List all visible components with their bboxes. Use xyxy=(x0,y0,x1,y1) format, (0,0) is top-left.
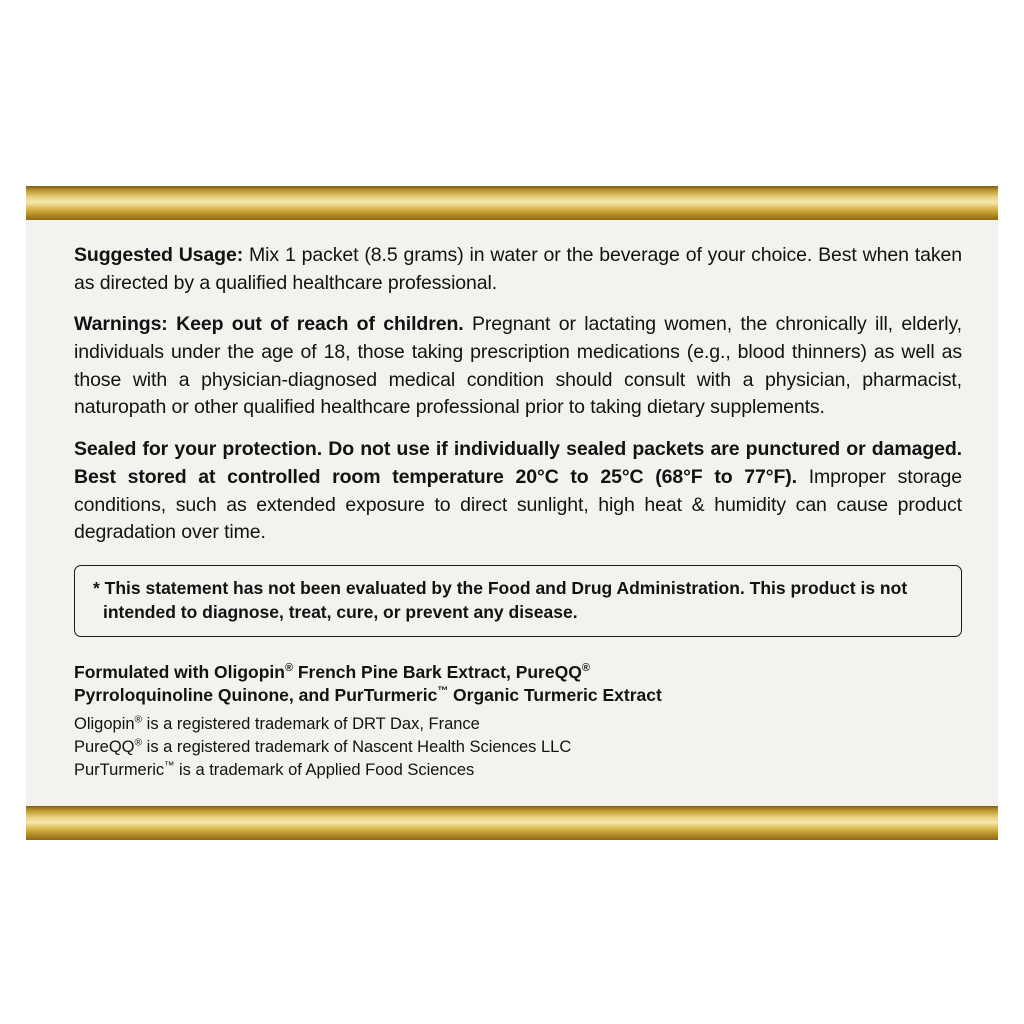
registered-icon: ® xyxy=(134,714,143,726)
formulated-line-2-text-cont: Organic Turmeric Extract xyxy=(448,685,662,706)
formulated-line-1-text-cont: French Pine Bark Extract, PureQQ xyxy=(292,662,582,683)
sealed-bold-lead: Sealed for your protection. Do not use if individually sealed packets are punctured or damaged. Best stored at controlled room temperature 20°C to 25°C (68°F to 77°F). xyxy=(74,438,962,488)
trademark-icon: ™ xyxy=(164,760,175,772)
oligopin-name: Oligopin xyxy=(74,715,135,734)
product-back-panel xyxy=(26,186,998,840)
formulated-line-1-text: Formulated with Oligopin xyxy=(74,662,285,683)
gold-band-top xyxy=(26,186,998,220)
purturmeric-name: PurTurmeric xyxy=(74,760,165,779)
oligopin-trademark-line xyxy=(74,713,962,736)
suggested-usage-paragraph xyxy=(74,242,962,297)
warnings-body: Pregnant or lactating women, the chronically ill, elderly, individuals under the age of 18, those taking prescription medications (e.g., blood thinners) as well as those with a physician-diagnosed medical condition should consult with a physician, pharmacist, naturopath or other qualified healthcare professional prior to taking dietary supplements. xyxy=(74,313,962,419)
suggested-usage-body: Mix 1 packet (8.5 grams) in water or the beverage of your choice. Best when taken as directed by a qualified healthcare professional. xyxy=(74,244,962,294)
trademark-block xyxy=(74,661,962,781)
registered-icon: ® xyxy=(134,737,143,749)
formulated-with-line-2 xyxy=(74,684,962,707)
panel-paper-area xyxy=(26,220,998,806)
sealed-body: Improper storage conditions, such as extended exposure to direct sunlight, high heat & humidity can cause product degradation over time. xyxy=(74,465,962,544)
gold-band-bottom xyxy=(26,806,998,840)
trademark-icon: ™ xyxy=(437,685,449,698)
panel-text-content xyxy=(74,242,962,782)
fda-disclaimer-text: * This statement has not been evaluated by the Food and Drug Administration. This product is not intended to diagnose, treat, cure, or prevent any disease. xyxy=(93,577,908,622)
warnings-bold-lead: Keep out of reach of children. xyxy=(167,313,464,336)
warnings-paragraph xyxy=(74,311,962,422)
suggested-usage-label: Suggested Usage: xyxy=(74,244,244,266)
fda-disclaimer-box xyxy=(74,565,962,637)
purturmeric-owner: is a trademark of Applied Food Sciences xyxy=(174,760,475,779)
formulated-line-2-text: Pyrroloquinoline Quinone, and PurTurmeric xyxy=(74,685,438,706)
pureqq-name: PureQQ xyxy=(74,738,135,757)
pureqq-trademark-line xyxy=(74,736,962,759)
registered-icon: ® xyxy=(284,662,293,675)
pureqq-owner: is a registered trademark of Nascent Health Sciences LLC xyxy=(142,738,572,757)
registered-icon: ® xyxy=(581,662,590,675)
sealed-paragraph xyxy=(74,436,962,547)
oligopin-owner: is a registered trademark of DRT Dax, France xyxy=(142,715,480,734)
purturmeric-trademark-line xyxy=(74,759,962,782)
formulated-with-line-1 xyxy=(74,661,962,684)
warnings-label: Warnings: xyxy=(74,313,168,336)
